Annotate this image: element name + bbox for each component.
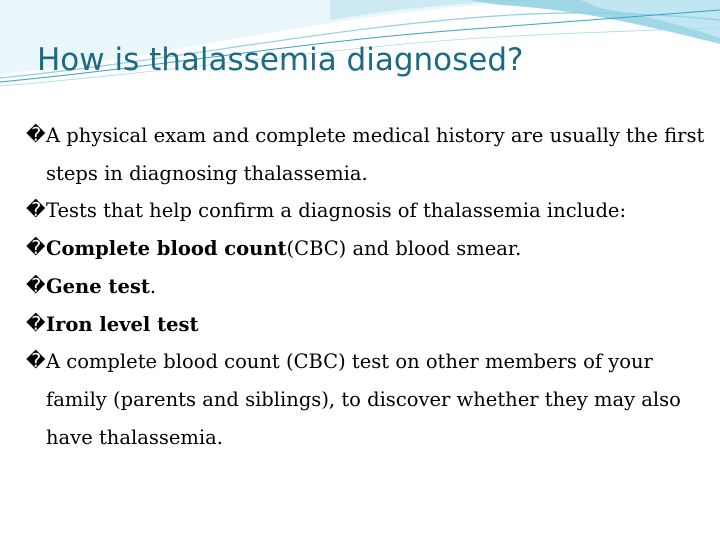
bullet-paragraph	[26, 268, 716, 306]
bullet-marker-icon: �	[26, 274, 46, 297]
bullet-marker-icon: �	[26, 124, 46, 146]
bullet-marker-icon: �	[26, 312, 46, 335]
bullet-paragraph	[26, 230, 716, 268]
bullet-paragraph	[26, 192, 716, 230]
slide-title: How is thalassemia diagnosed?	[37, 42, 524, 78]
bullet-text: A complete blood count (CBC) test on other members of your family (parents and siblings), to discover whether they may also have thalassemia.	[46, 350, 681, 449]
bullet-bold-text: Complete blood count	[46, 237, 287, 261]
bullet-marker-icon: �	[26, 237, 46, 260]
bullet-bold-text: Gene test	[46, 274, 150, 298]
bullet-paragraph	[26, 117, 716, 192]
bullet-bold-text: Iron level test	[46, 312, 199, 336]
bullet-text: Tests that help confirm a diagnosis of thalassemia include:	[46, 199, 627, 223]
bullet-text: .	[149, 274, 157, 298]
bullet-text: A physical exam and complete medical history are usually the first steps in diagnosing thalassemia.	[46, 124, 705, 185]
bullet-paragraph	[26, 343, 716, 456]
slide-body	[26, 117, 716, 456]
bullet-marker-icon: �	[26, 350, 46, 373]
bullet-marker-icon: �	[26, 199, 46, 222]
bullet-paragraph	[26, 306, 716, 344]
bullet-text: (CBC) and blood smear.	[286, 237, 522, 261]
